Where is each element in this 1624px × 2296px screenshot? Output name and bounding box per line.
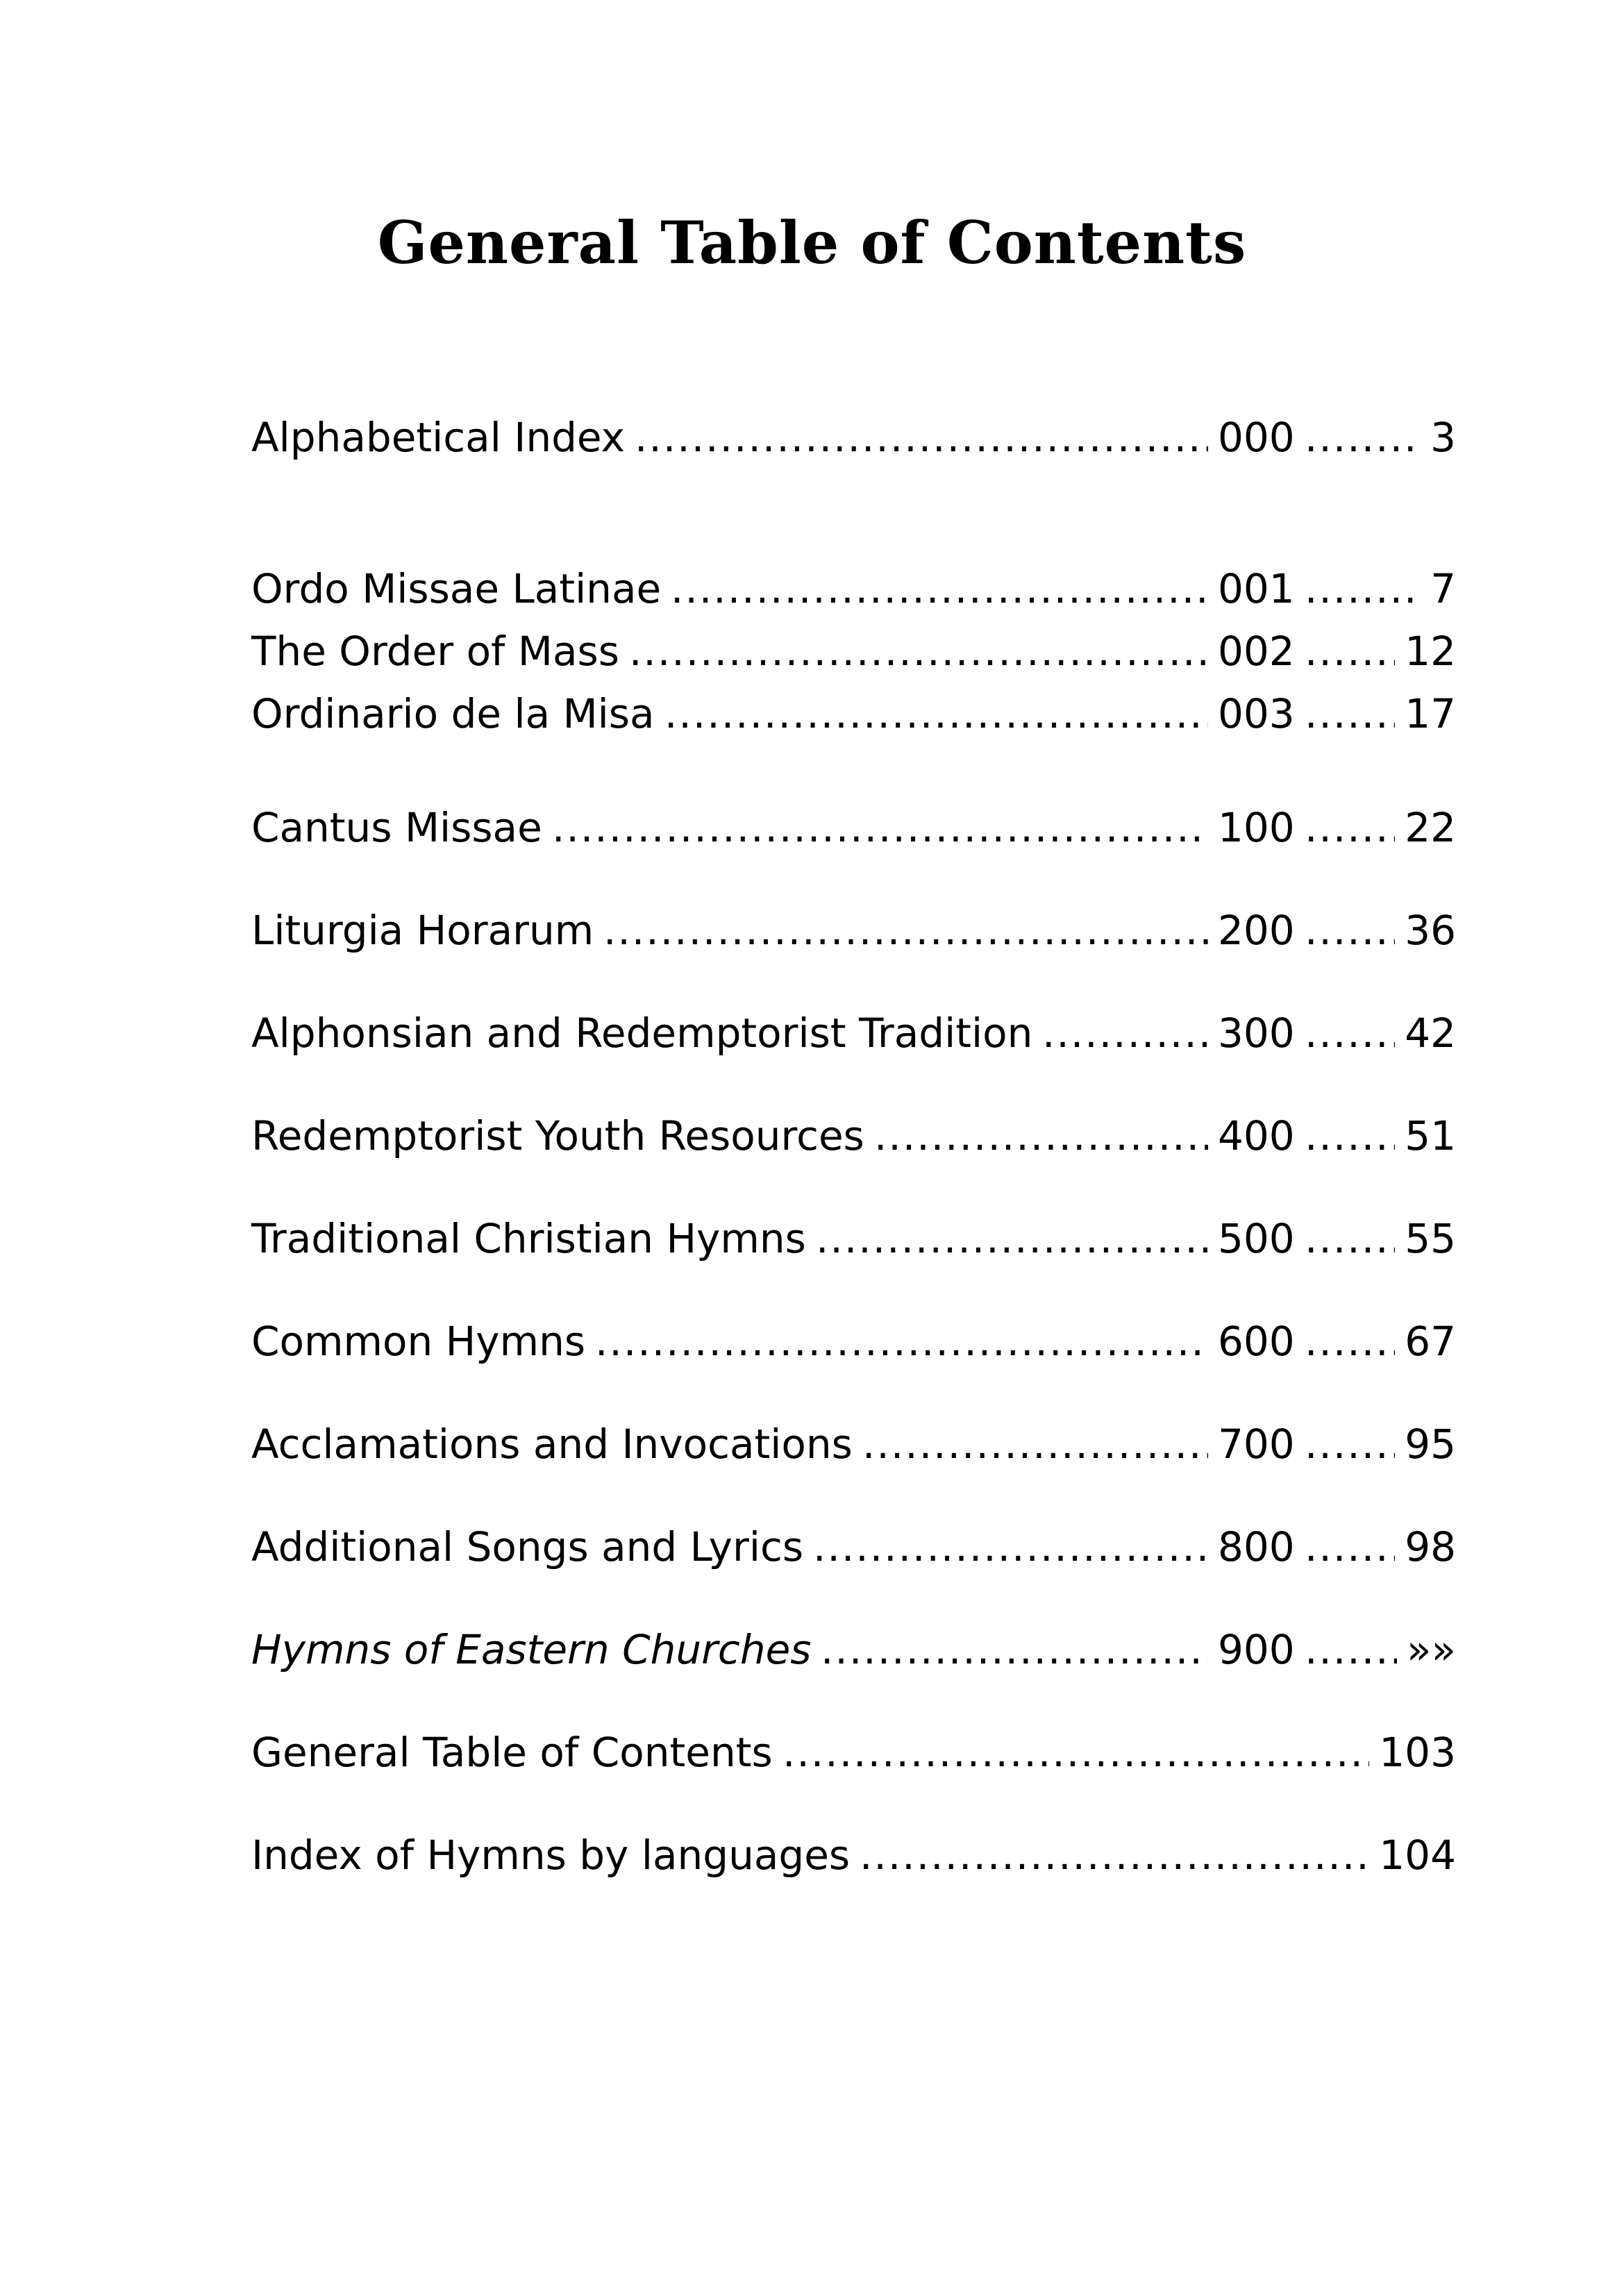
dot-leader	[1305, 903, 1395, 958]
toc-entry-page: 55	[1405, 1215, 1456, 1262]
toc-entry-ordinario-de-la-misa[interactable]	[251, 686, 1456, 741]
toc-entry-code: 600	[1218, 1318, 1295, 1365]
dot-leader	[664, 686, 1208, 741]
toc-entry-label: Index of Hymns by languages	[251, 1832, 851, 1879]
dot-leader	[635, 410, 1208, 465]
toc-entry-page: 22	[1405, 804, 1456, 851]
dot-leader	[671, 561, 1208, 617]
toc-entry-liturgia-horarum[interactable]	[251, 903, 1456, 958]
toc-entry-label: Alphabetical Index	[251, 414, 625, 461]
toc-entry-page: 67	[1405, 1318, 1456, 1365]
dot-leader	[1305, 410, 1421, 465]
toc-entry-page: 7	[1430, 565, 1456, 612]
toc-entry-page: 3	[1430, 414, 1456, 461]
toc-entry-page: »»	[1407, 1626, 1456, 1673]
toc-entry-label: Redemptorist Youth Resources	[251, 1112, 864, 1159]
dot-leader	[1305, 686, 1395, 741]
toc-entry-code: 000	[1218, 414, 1295, 461]
toc-entry-code: 900	[1218, 1626, 1295, 1673]
toc-entry-page: 36	[1405, 907, 1456, 954]
toc-entry-common-hymns[interactable]	[251, 1314, 1456, 1369]
toc-entry-code: 400	[1218, 1112, 1295, 1159]
toc-entry-order-of-mass[interactable]	[251, 623, 1456, 679]
page-title: General Table of Contents	[377, 208, 1247, 277]
toc-entry-page: 98	[1405, 1523, 1456, 1570]
dot-leader	[1305, 1211, 1395, 1266]
dot-leader	[816, 1211, 1208, 1266]
toc-entry-youth-resources[interactable]	[251, 1108, 1456, 1164]
toc-entry-code: 300	[1218, 1009, 1295, 1057]
toc-entry-page: 17	[1405, 690, 1456, 737]
toc-entry-code: 500	[1218, 1215, 1295, 1262]
toc-entry-label: Ordo Missae Latinae	[251, 565, 662, 612]
toc-entry-code: 700	[1218, 1421, 1295, 1468]
dot-leader	[1305, 1416, 1395, 1472]
dot-leader	[552, 800, 1208, 855]
toc-entry-code: 100	[1218, 804, 1295, 851]
dot-leader	[603, 903, 1208, 958]
dot-leader	[1305, 623, 1395, 679]
dot-leader	[860, 1827, 1369, 1883]
toc-entry-page: 104	[1379, 1832, 1456, 1879]
toc-entry-cantus-missae[interactable]	[251, 800, 1456, 855]
dot-leader	[1042, 1005, 1208, 1061]
toc-entry-label: General Table of Contents	[251, 1729, 773, 1776]
dot-leader	[1305, 800, 1395, 855]
toc-entry-code: 002	[1218, 628, 1295, 675]
toc-entry-alphonsian-tradition[interactable]	[251, 1005, 1456, 1061]
dot-leader	[782, 1725, 1369, 1780]
toc-entry-label: Alphonsian and Redemptorist Tradition	[251, 1009, 1033, 1057]
toc-entry-ordo-missae-latinae[interactable]	[251, 561, 1456, 617]
toc-entry-page: 95	[1405, 1421, 1456, 1468]
toc-entry-label: Acclamations and Invocations	[251, 1421, 853, 1468]
toc-entry-code: 800	[1218, 1523, 1295, 1570]
toc-entry-label: Ordinario de la Misa	[251, 690, 655, 737]
toc-entry-code: 200	[1218, 907, 1295, 954]
toc-entry-general-contents[interactable]	[251, 1725, 1456, 1780]
toc-entry-label: Additional Songs and Lyrics	[251, 1523, 804, 1570]
toc-entry-label: Cantus Missae	[251, 804, 542, 851]
dot-leader	[595, 1314, 1208, 1369]
toc-entry-page: 51	[1405, 1112, 1456, 1159]
toc-entry-code: 001	[1218, 565, 1295, 612]
toc-entry-label: Liturgia Horarum	[251, 907, 594, 954]
toc-entry-acclamations[interactable]	[251, 1416, 1456, 1472]
dot-leader	[629, 623, 1208, 679]
toc-entry-traditional-hymns[interactable]	[251, 1211, 1456, 1266]
dot-leader	[1305, 1519, 1395, 1575]
dot-leader	[1305, 1005, 1395, 1061]
toc-entry-index-by-languages[interactable]	[251, 1827, 1456, 1883]
toc-entry-page: 42	[1405, 1009, 1456, 1057]
toc-entry-label: Traditional Christian Hymns	[251, 1215, 806, 1262]
dot-leader	[813, 1519, 1208, 1575]
dot-leader	[821, 1622, 1208, 1677]
toc-entry-code: 003	[1218, 690, 1295, 737]
dot-leader	[1305, 1314, 1395, 1369]
toc-entry-eastern-hymns[interactable]	[251, 1622, 1456, 1677]
toc-entry-label: Hymns of Eastern Churches	[251, 1626, 812, 1673]
toc-entry-additional-songs[interactable]	[251, 1519, 1456, 1575]
toc-entry-label: Common Hymns	[251, 1318, 586, 1365]
dot-leader	[1305, 1108, 1395, 1164]
toc-entry-page: 103	[1379, 1729, 1456, 1776]
dot-leader	[862, 1416, 1208, 1472]
dot-leader	[874, 1108, 1208, 1164]
dot-leader	[1305, 1622, 1397, 1677]
toc-entry-label: The Order of Mass	[251, 628, 619, 675]
toc-entry-alphabetical-index[interactable]	[251, 410, 1456, 465]
dot-leader	[1305, 561, 1421, 617]
toc-entry-page: 12	[1405, 628, 1456, 675]
